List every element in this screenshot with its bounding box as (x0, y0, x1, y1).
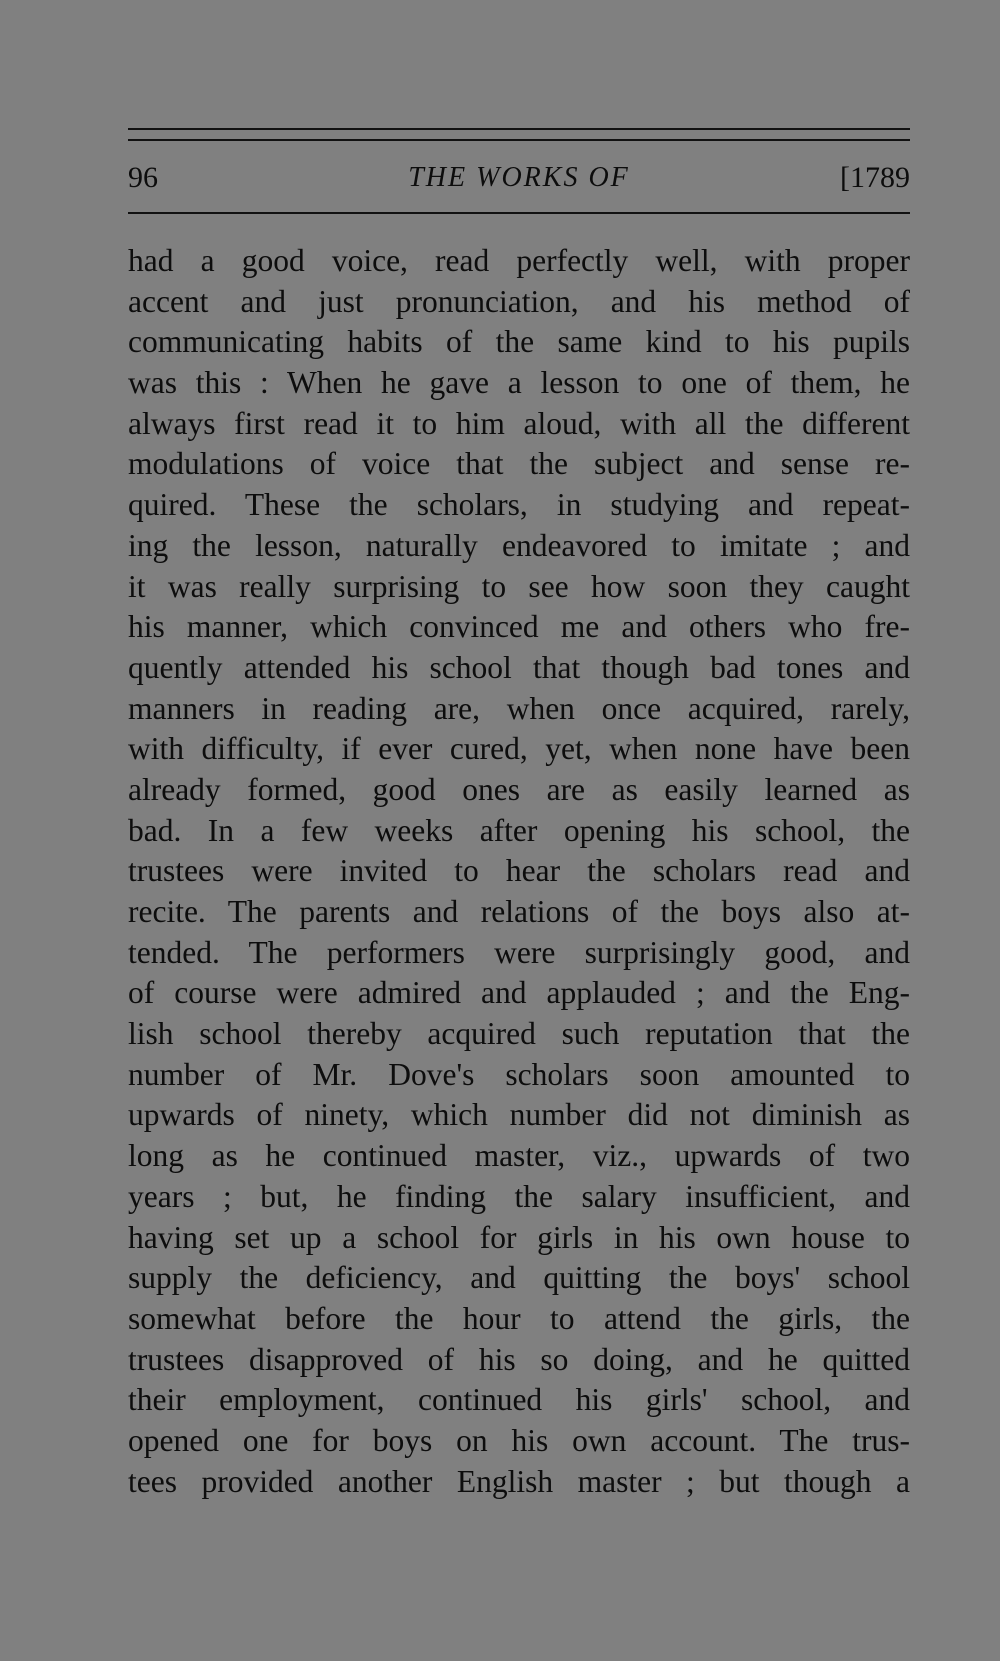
text-line: long as he continued master, viz., upwards of two (128, 1138, 910, 1174)
running-title: THE WORKS OF (408, 162, 630, 193)
text-line: somewhat before the hour to attend the girls, the (128, 1300, 910, 1336)
text-line: accent and just pronunciation, and his method of (128, 283, 910, 319)
text-line: recite. The parents and relations of the boys also at- (128, 894, 910, 929)
page-header (128, 158, 910, 198)
text-line: modulations of voice that the subject and sense re- (128, 446, 910, 482)
text-line: quently attended his school that though bad tones and (128, 649, 910, 685)
text-line: his manner, which convinced me and others who fre- (128, 609, 910, 645)
text-line: quired. These the scholars, in studying and repeat- (128, 487, 910, 523)
text-line: trustees disapproved of his so doing, and he quitted (128, 1341, 910, 1377)
text-line: opened one for boys on his own account. The trus- (128, 1422, 910, 1458)
page-number: 96 (128, 161, 158, 194)
text-line: having set up a school for girls in his own house to (128, 1219, 910, 1255)
text-line: lish school thereby acquired such reputation that the (128, 1016, 910, 1052)
body-text (128, 241, 910, 1502)
header-rule (128, 212, 910, 214)
text-line: their employment, continued his girls' school, and (128, 1382, 910, 1418)
header-year: [1789 (840, 161, 910, 194)
text-line: was this : When he gave a lesson to one of them, he (128, 365, 910, 401)
text-line: communicating habits of the same kind to his pupils (128, 324, 910, 360)
text-line: tees provided another English master ; but though a (128, 1463, 910, 1499)
text-line: bad. In a few weeks after opening his school, the (128, 812, 910, 848)
text-line: years ; but, he finding the salary insufficient, and (128, 1178, 910, 1214)
text-line: trustees were invited to hear the scholars read and (128, 853, 910, 889)
text-line: it was really surprising to see how soon they caught (128, 568, 910, 604)
text-line: with difficulty, if ever cured, yet, when none have been (128, 731, 910, 767)
text-line: ing the lesson, naturally endeavored to imitate ; and (128, 527, 910, 563)
text-line: of course were admired and applauded ; and the Eng- (128, 975, 910, 1011)
text-line: manners in reading are, when once acquired, rarely, (128, 690, 910, 726)
text-line: already formed, good ones are as easily learned as (128, 771, 910, 807)
text-line: supply the deficiency, and quitting the boys' school (128, 1260, 910, 1296)
text-line: upwards of ninety, which number did not diminish as (128, 1097, 910, 1133)
text-line: always first read it to him aloud, with all the different (128, 405, 910, 441)
text-line: tended. The performers were surprisingly good, and (128, 934, 910, 970)
header-double-rule (128, 128, 910, 141)
text-line: number of Mr. Dove's scholars soon amounted to (128, 1056, 910, 1092)
text-line: had a good voice, read perfectly well, with proper (128, 243, 910, 278)
